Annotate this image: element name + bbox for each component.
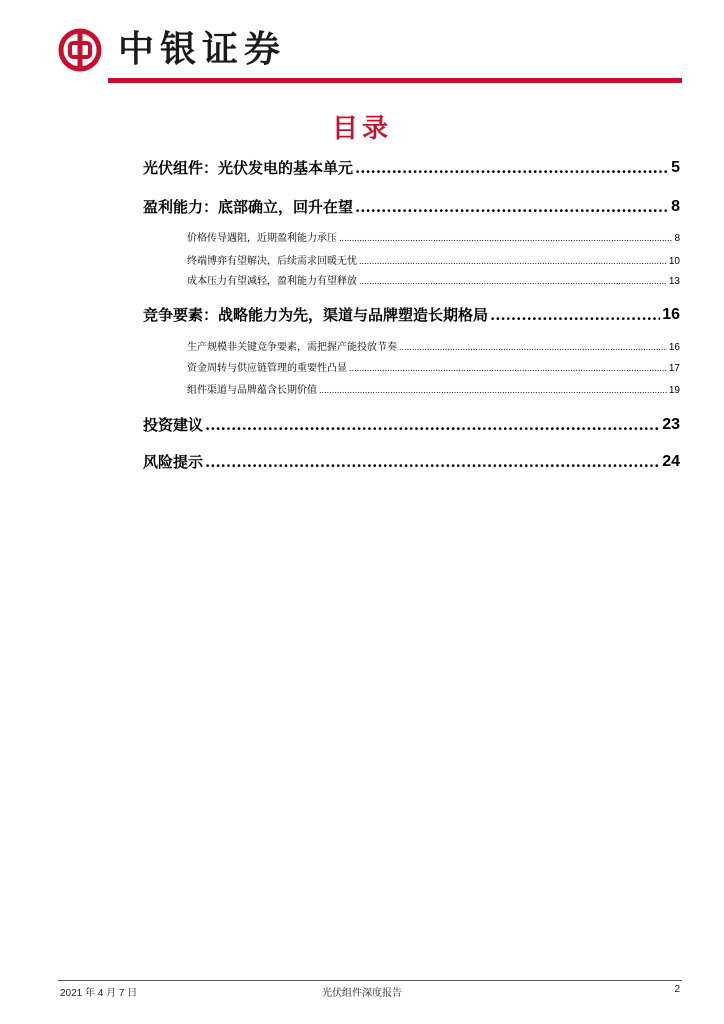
toc-entry-page: 17 <box>668 363 680 374</box>
toc-entry[interactable] <box>143 196 680 218</box>
toc-subentry[interactable] <box>187 383 680 399</box>
footer-date: 2021 年 4 月 7 日 <box>60 988 138 999</box>
toc-subentry[interactable] <box>187 231 680 247</box>
bank-of-china-logo-icon <box>58 28 102 72</box>
toc-entry[interactable] <box>143 451 680 473</box>
toc-leader-dots <box>205 451 660 473</box>
footer-page-number: 2 <box>674 984 680 995</box>
toc-subentry[interactable] <box>187 254 680 270</box>
toc-entry-label: 竞争要素：战略能力为先，渠道与品牌塑造长期格局 <box>143 306 489 324</box>
toc-subentry[interactable] <box>187 274 680 290</box>
toc-entry-page: 5 <box>671 159 680 176</box>
toc-entry-page: 8 <box>671 198 680 215</box>
toc-leader-dots <box>359 254 667 270</box>
toc-entry-page: 23 <box>662 416 680 433</box>
toc-entry[interactable] <box>143 414 680 436</box>
toc-entry-label: 组件渠道与品牌蕴含长期价值 <box>187 385 317 396</box>
toc-entry-label: 投资建议 <box>143 416 204 434</box>
toc-entry-label: 终端博弈有望解决，后续需求回暖无忧 <box>187 256 357 267</box>
toc-leader-dots <box>349 361 667 377</box>
toc-leader-dots <box>490 304 660 326</box>
toc-entry-label: 风险提示 <box>143 453 204 471</box>
toc-entry-label: 资金周转与供应链管理的重要性凸显 <box>187 363 347 374</box>
toc-entry-page: 24 <box>662 453 680 470</box>
toc-entry-label: 价格传导遇阻，近期盈利能力承压 <box>187 233 337 244</box>
toc-leader-dots <box>399 340 667 356</box>
header-divider <box>108 78 682 83</box>
toc-entry[interactable] <box>143 157 680 179</box>
brand-name: 中银证券 <box>118 29 287 70</box>
toc-leader-dots <box>339 231 672 247</box>
footer-divider <box>58 980 682 981</box>
toc-leader-dots <box>319 383 667 399</box>
toc-entry-page: 8 <box>674 233 680 244</box>
toc-entry-page: 16 <box>668 342 680 353</box>
toc-entry-page: 19 <box>668 385 680 396</box>
toc-entry[interactable] <box>143 304 680 326</box>
toc-entry-label: 盈利能力：底部确立，回升在望 <box>143 198 354 216</box>
header <box>58 26 682 74</box>
toc-subentry[interactable] <box>187 340 680 356</box>
toc-title: 目录 <box>331 114 392 144</box>
toc-entry-label: 光伏组件：光伏发电的基本单元 <box>143 159 354 177</box>
toc-entry-page: 10 <box>668 256 680 267</box>
toc-subentry[interactable] <box>187 361 680 377</box>
toc-leader-dots <box>355 196 669 218</box>
toc-entry-page: 16 <box>662 306 680 323</box>
footer-report-title: 光伏组件深度报告 <box>322 988 402 999</box>
toc-leader-dots <box>359 274 667 290</box>
toc-entry-label: 成本压力有望减轻，盈利能力有望释放 <box>187 276 357 287</box>
toc-leader-dots <box>205 414 660 436</box>
toc-leader-dots <box>355 157 669 179</box>
toc-entry-label: 生产规模非关键竞争要素，需把握产能投放节奏 <box>187 342 397 353</box>
toc-entry-page: 13 <box>668 276 680 287</box>
